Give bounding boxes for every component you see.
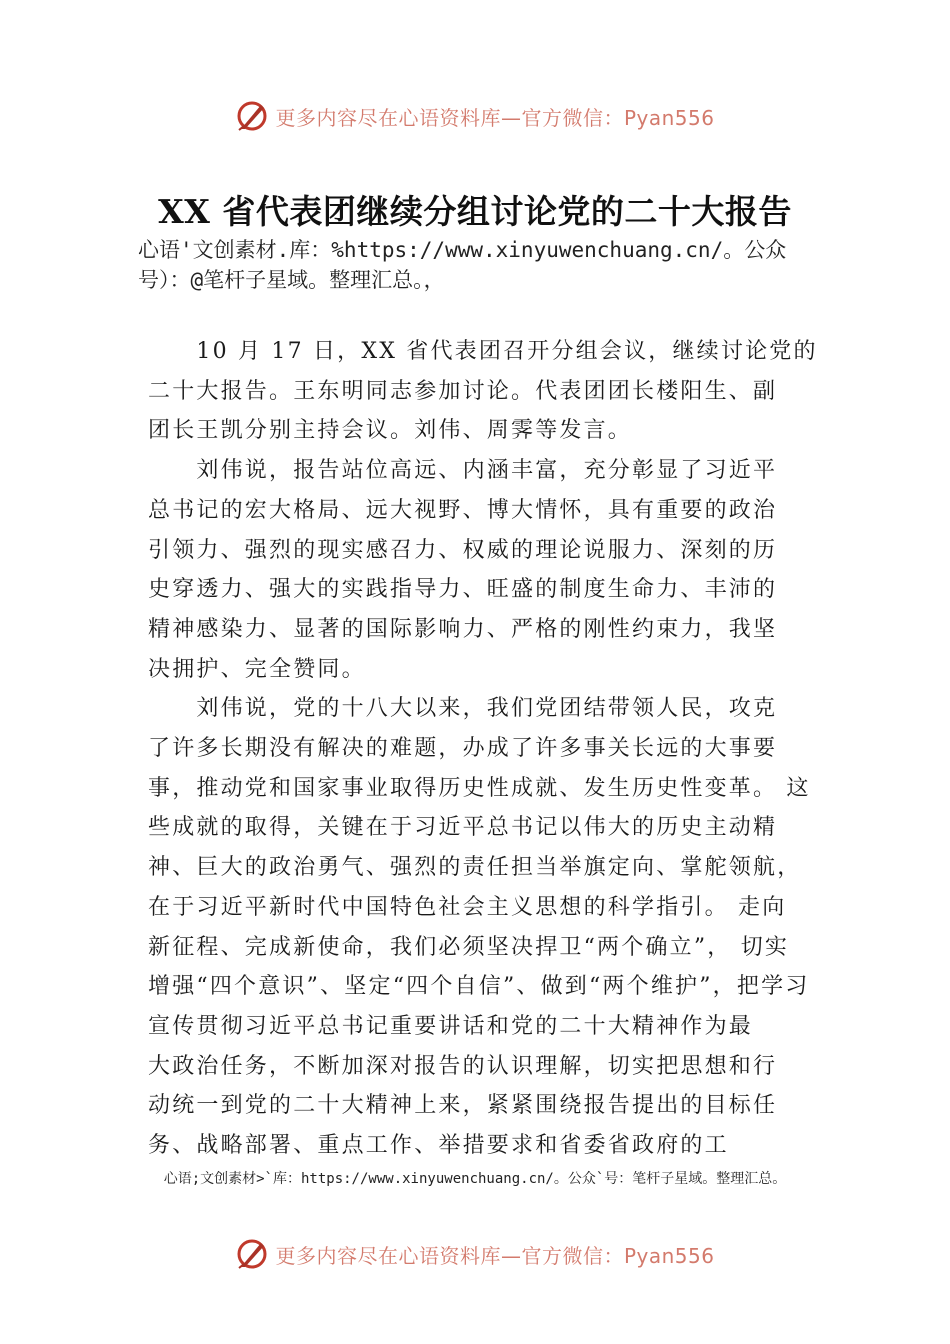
body-line: 务、战略部署、重点工作、举措要求和省委省政府的工 — [148, 1133, 729, 1158]
body-line: 增强“四个意识”、坚定“四个自信”、做到“两个维护”，把学习 — [148, 974, 810, 1000]
body-line: 些成就的取得，关键在于习近平总书记以伟大的历史主动精 — [148, 815, 778, 841]
body-line: 引领力、强烈的现实感召力、权威的理论说服力、深刻的历 — [148, 537, 778, 563]
banner-text: 更多内容尽在心语资料库—官方微信：Pyan556 — [275, 1243, 715, 1268]
body-line: 在于习近平新时代中国特色社会主义思想的科学指引。 走向 — [148, 894, 787, 920]
header-banner — [0, 94, 950, 138]
body-line: 事，推动党和国家事业取得历史性成就、发生历史性变革。 这 — [148, 775, 811, 801]
body-line: 10 月 17 日，XX 省代表团召开分组会议，继续讨论党的 — [148, 339, 818, 364]
body-line: 刘伟说，党的十八大以来，我们党团结带领人民，攻克 — [148, 696, 778, 722]
body-line: 团长王凯分别主持会议。刘伟、周霁等发言。 — [148, 418, 633, 444]
body-line: 新征程、完成新使命，我们必须坚决捍卫“两个确立”， 切实 — [148, 934, 790, 960]
page-title: XX 省代表团继续分组讨论党的二十大报告 — [158, 192, 792, 231]
body-line: 了许多长期没有解决的难题，办成了许多事关长远的大事要 — [148, 736, 778, 761]
body-line: 史穿透力、强大的实践指导力、旺盛的制度生命力、丰沛的 — [148, 577, 778, 603]
source-line: 心语'文创素材.库：%https://www.xinyuwenchuang.cn/。公众 — [138, 238, 787, 262]
body-line: 决拥护、完全赞同。 — [148, 656, 366, 682]
body-line: 精神感染力、显著的国际影响力、严格的刚性约束力，我坚 — [148, 616, 778, 642]
body-line: 宣传贯彻习近平总书记重要讲话和党的二十大精神作为最 — [148, 1013, 754, 1039]
body-line: 动统一到党的二十大精神上来，紧紧围绕报告提出的目标任 — [148, 1093, 778, 1119]
quill-pen-circle-icon — [235, 1237, 269, 1271]
source-line: 号）：@笔杆子星域。整理汇总。， — [138, 268, 445, 292]
body-line: 神、巨大的政治勇气、强烈的责任担当举旗定向、掌舵领航， — [148, 855, 802, 881]
body-line: 大政治任务，不断加深对报告的认识理解，切实把思想和行 — [148, 1053, 778, 1079]
body-line: 刘伟说，报告站位高远、内涵丰富，充分彰显了习近平 — [148, 458, 778, 484]
body-line: 二十大报告。王东明同志参加讨论。代表团团长楼阳生、副 — [148, 378, 778, 404]
quill-pen-circle-icon — [235, 99, 269, 133]
body-line: 总书记的宏大格局、远大视野、博大情怀，具有重要的政治 — [148, 497, 778, 523]
footer-banner — [0, 1232, 950, 1276]
banner-text: 更多内容尽在心语资料库—官方微信：Pyan556 — [275, 105, 715, 130]
footer-note: 心语;文创素材>`库：https://www.xinyuwenchuang.cn/。公众`号：笔杆子星域。整理汇总。 — [163, 1171, 787, 1187]
